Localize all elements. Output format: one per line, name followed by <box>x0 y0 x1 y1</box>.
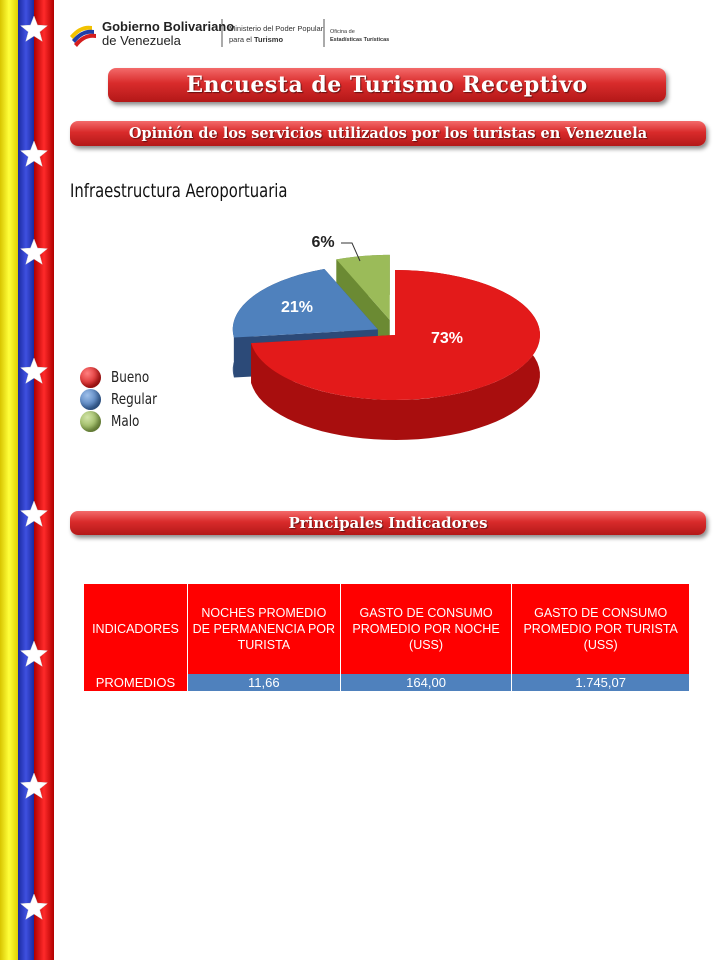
table-header-cell: NOCHES PROMEDIO DE PERMANENCIA POR TURISTA <box>187 584 340 674</box>
table-header-cell: INDICADORES <box>84 584 188 674</box>
data-label-malo: 6% <box>311 234 335 251</box>
office-line2: Estadísticas Turísticas <box>330 37 390 43</box>
legend-label: Bueno <box>111 368 150 386</box>
legend-swatch <box>80 367 101 388</box>
org-line1: Gobierno Bolivariano <box>102 19 235 34</box>
chart-legend <box>80 366 169 432</box>
table-header-row <box>84 584 690 674</box>
legend-label: Malo <box>111 412 140 430</box>
table-header-cell: GASTO DE CONSUMO PROMEDIO POR NOCHE (USS) <box>340 584 512 674</box>
office-line1: Oficina de <box>330 29 355 35</box>
data-label-bueno: 73% <box>430 330 464 347</box>
table-cell: 1.745,07 <box>512 674 690 691</box>
chart-title: Infraestructura Aeroportuaria <box>70 180 288 202</box>
legend-item <box>80 410 169 432</box>
page-subtitle: Opinión de los servicios utilizados por los turistas en Venezuela <box>70 121 706 146</box>
legend-item <box>80 388 169 410</box>
ministry-line1: Ministerio del Poder Popular <box>229 24 324 33</box>
page-title: Encuesta de Turismo Receptivo <box>108 68 666 102</box>
table-cell: 11,66 <box>187 674 340 691</box>
data-label-regular: 21% <box>280 299 314 316</box>
legend-item <box>80 366 169 388</box>
table-row-label: PROMEDIOS <box>84 674 188 691</box>
legend-swatch <box>80 389 101 410</box>
ministry-line2-bold: Turismo <box>254 35 284 44</box>
indicators-table <box>83 584 690 691</box>
venezuela-flag-stripe <box>0 0 54 960</box>
government-logo <box>68 16 398 50</box>
indicators-banner: Principales Indicadores <box>70 511 706 535</box>
ministry-line2-prefix: para el <box>229 35 252 44</box>
org-line2: de Venezuela <box>102 33 181 48</box>
pie-chart <box>200 215 580 455</box>
svg-text:para el Turismo <box>229 35 283 44</box>
table-cell: 164,00 <box>340 674 512 691</box>
table-header-cell: GASTO DE CONSUMO PROMEDIO POR TURISTA (USS) <box>512 584 690 674</box>
flag-arc-icon <box>70 26 96 47</box>
table-row <box>84 674 690 691</box>
legend-label: Regular <box>111 390 158 408</box>
legend-swatch <box>80 411 101 432</box>
